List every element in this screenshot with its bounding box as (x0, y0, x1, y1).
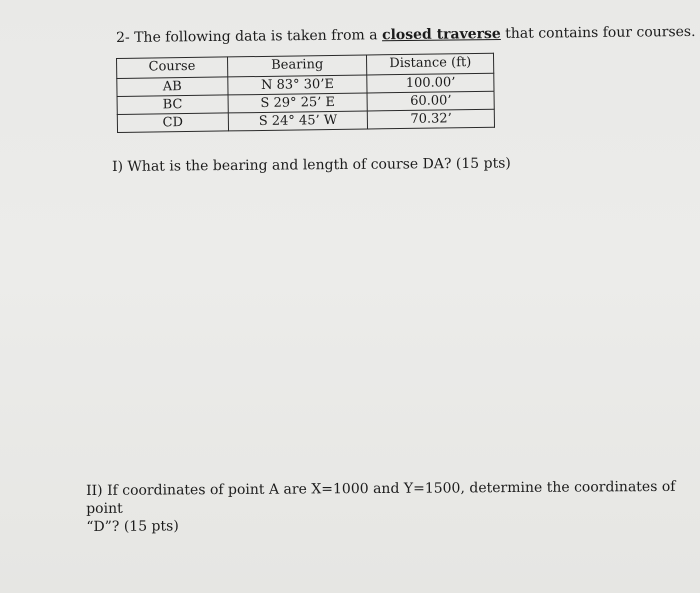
cell-course: AB (117, 77, 228, 97)
problem-statement-suffix: that contains four courses. (500, 23, 696, 42)
cell-distance: 60.00’ (367, 91, 494, 111)
cell-bearing: S 29° 25’ E (228, 93, 368, 113)
column-header-course: Course (117, 57, 228, 79)
problem-statement-emphasis: closed traverse (381, 25, 501, 44)
cell-course: CD (117, 113, 228, 133)
cell-bearing: S 24° 45’ W (228, 111, 368, 131)
question-2-line-2: “D”? (15 pts) (86, 518, 179, 535)
cell-distance: 100.00’ (367, 73, 494, 93)
column-header-distance: Distance (ft) (367, 53, 494, 75)
cell-course: BC (117, 95, 228, 115)
column-header-bearing: Bearing (227, 55, 367, 77)
traverse-data-table (116, 53, 495, 133)
cell-bearing: N 83° 30’E (227, 75, 367, 95)
problem-statement (116, 23, 696, 46)
question-1: I) What is the bearing and length of course DA? (15 pts) (112, 155, 511, 175)
question-2 (86, 478, 696, 536)
problem-statement-prefix: 2- The following data is taken from a (116, 27, 383, 46)
cell-distance: 70.32’ (368, 109, 495, 129)
question-2-line-1: II) If coordinates of point A are X=1000 and Y=1500, determine the coordinates of point (86, 478, 676, 517)
